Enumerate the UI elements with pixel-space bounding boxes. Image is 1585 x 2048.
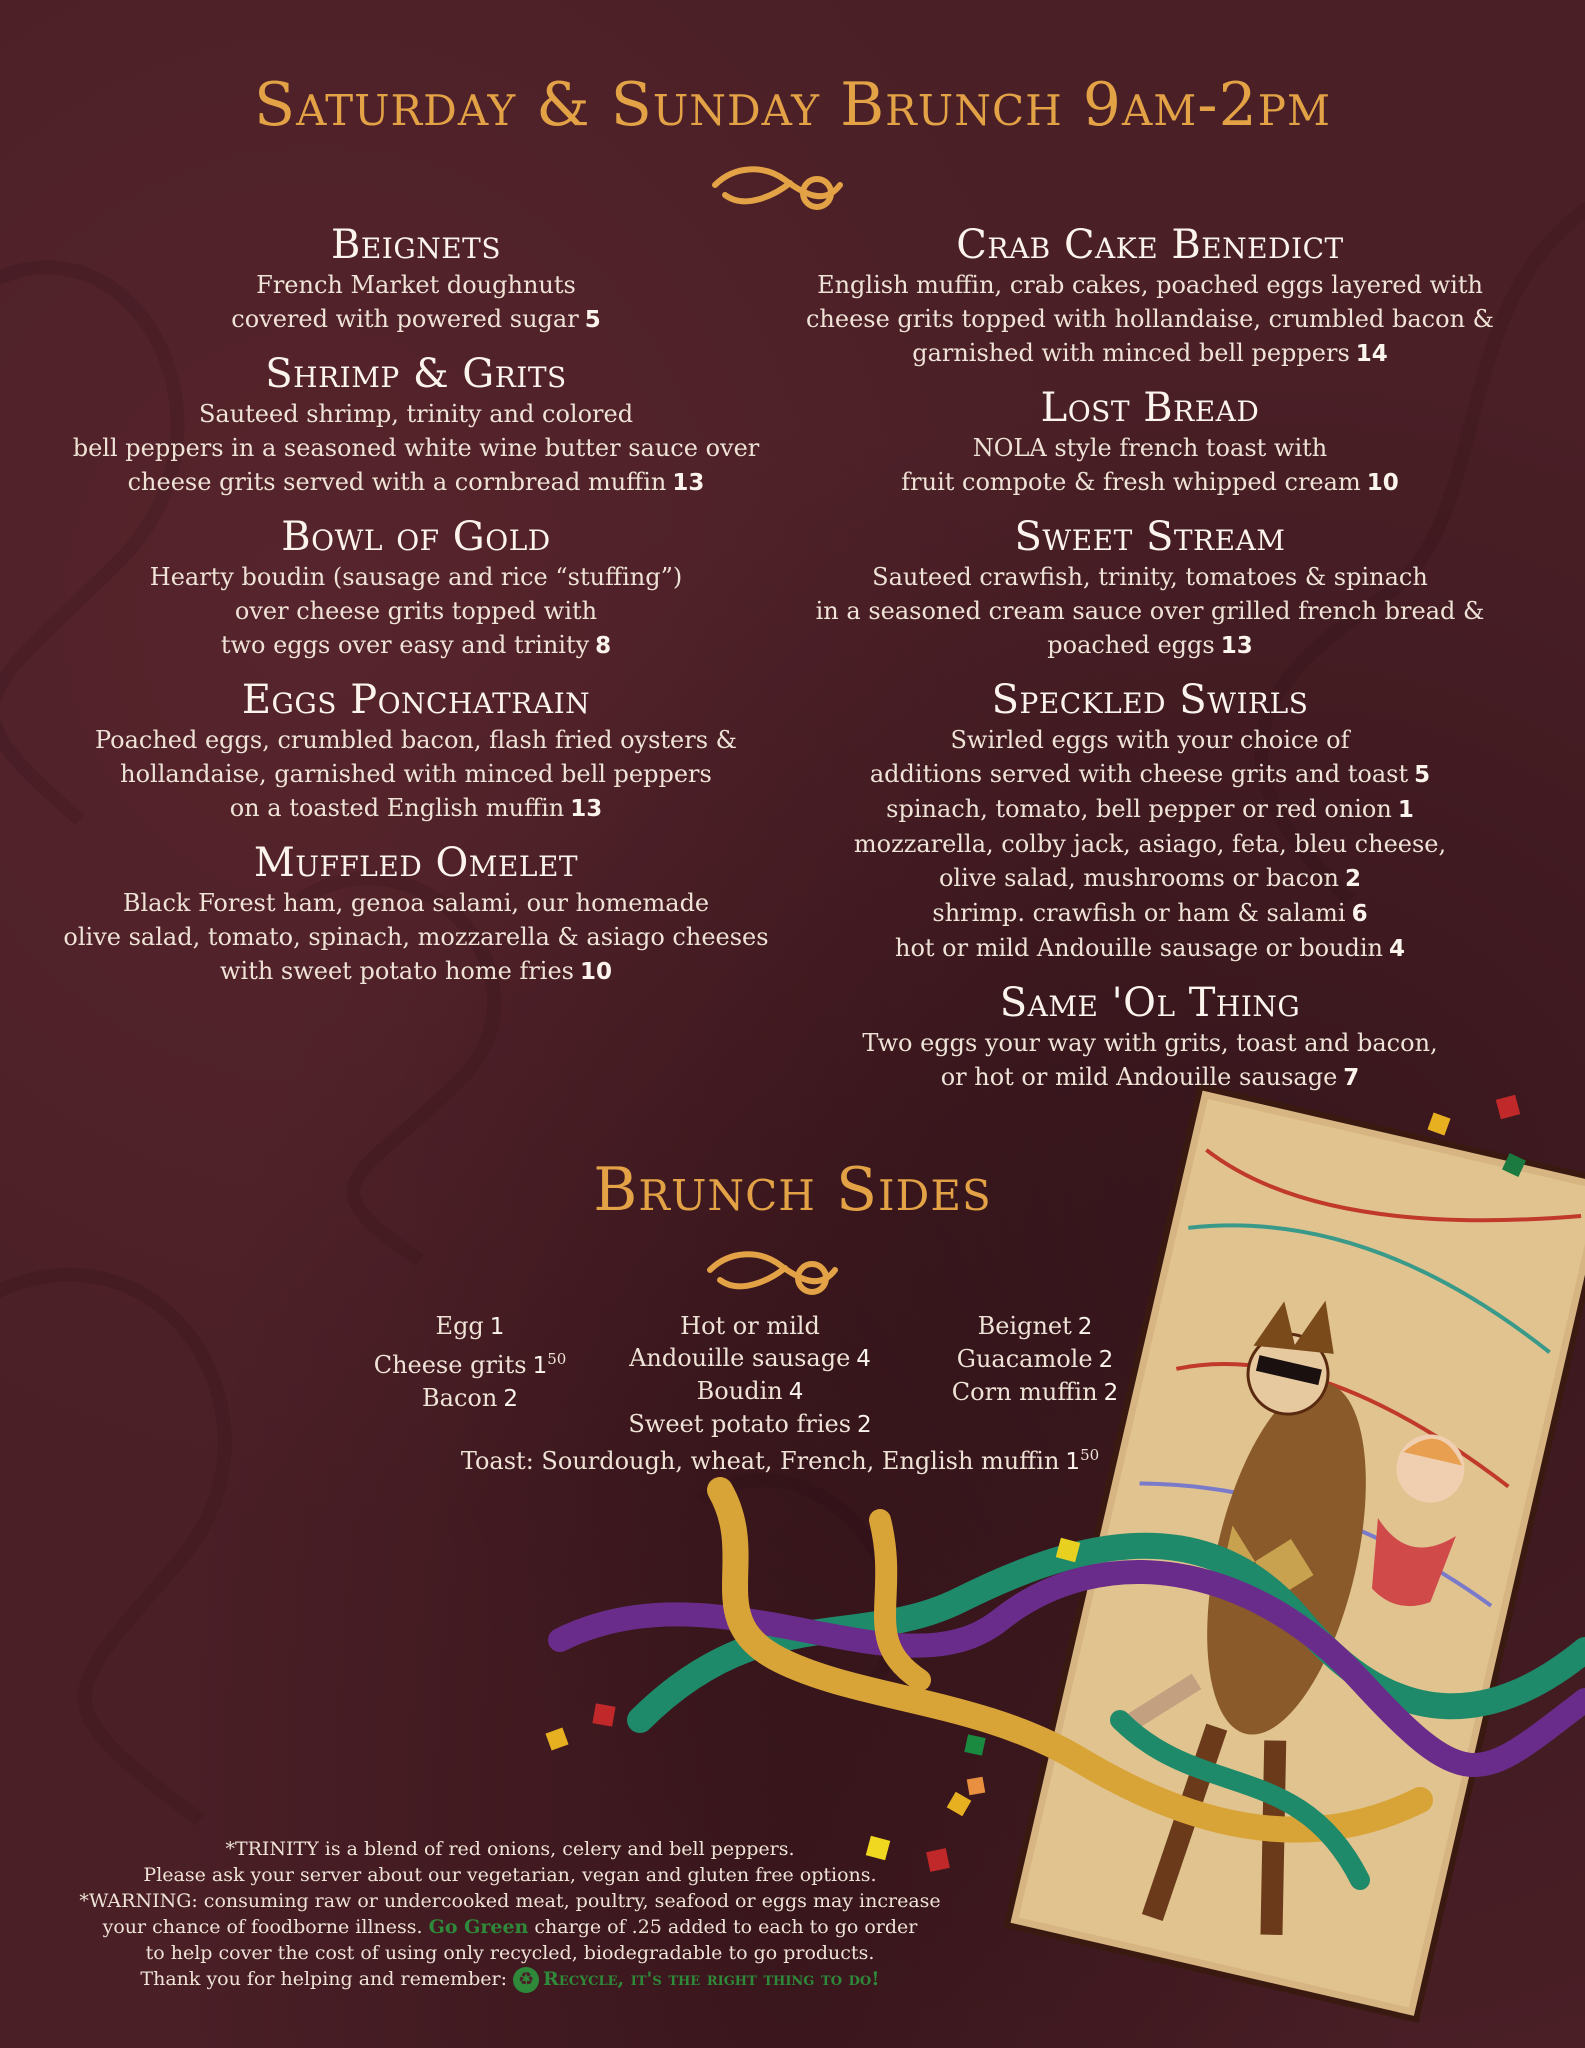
menu-item	[60, 351, 772, 500]
desc-line: in a seasoned cream sauce over grilled french bread &	[815, 597, 1485, 625]
sides-column-2	[610, 1310, 890, 1441]
desc-line: garnished with minced bell peppers	[912, 339, 1350, 367]
desc-line: NOLA style french toast with	[972, 434, 1328, 462]
item-name: Sweet Stream	[1014, 514, 1286, 560]
menu-item	[800, 385, 1500, 500]
item-description	[800, 268, 1500, 371]
side-price: 1	[532, 1353, 548, 1379]
item-price: 14	[1355, 341, 1388, 367]
item-description	[800, 723, 1500, 966]
recycle-slogan: Recycle, it's the right thing to do!	[543, 1968, 880, 1990]
item-price: 7	[1343, 1065, 1360, 1091]
desc-line: fruit compote & fresh whipped cream	[901, 468, 1361, 496]
item-price: 13	[672, 470, 705, 496]
desc-line: additions served with cheese grits and toast	[869, 760, 1409, 788]
desc-line: Sauteed crawfish, trinity, tomatoes & spinach	[872, 563, 1428, 591]
menu-item	[800, 980, 1500, 1095]
desc-line: Sauteed shrimp, trinity and colored	[198, 400, 634, 428]
sides-column-3	[930, 1310, 1140, 1409]
item-description	[60, 886, 772, 989]
side-item: Sweet potato fries	[628, 1410, 852, 1438]
desc-line: poached eggs	[1047, 631, 1215, 659]
sides-title: Brunch Sides	[593, 1155, 992, 1225]
desc-line: mozzarella, colby jack, asiago, feta, bleu cheese,	[853, 830, 1447, 858]
go-green-charge: charge of .25 added to each to go order	[534, 1916, 918, 1938]
item-name: Beignets	[330, 222, 502, 268]
flourish-ornament	[700, 1240, 855, 1305]
menu-item-speckled-swirls	[800, 677, 1500, 966]
item-price: 2	[1345, 866, 1362, 892]
side-price-cents: 50	[547, 1350, 567, 1368]
side-price: 2	[1103, 1380, 1119, 1406]
desc-line: hot or mild Andouille sausage or boudin	[895, 934, 1383, 962]
item-name: Muffled Omelet	[253, 840, 579, 886]
desc-line: over cheese grits topped with	[234, 597, 598, 625]
item-name: Crab Cake Benedict	[956, 222, 1344, 268]
side-item: Cheese grits	[373, 1351, 527, 1379]
item-name: Bowl of Gold	[281, 514, 551, 560]
footer-notes	[60, 1836, 960, 1993]
desc-line: Black Forest ham, genoa salami, our homemade	[122, 889, 710, 917]
desc-line: hollandaise, garnished with minced bell peppers	[120, 760, 712, 788]
item-price: 13	[570, 796, 603, 822]
item-name: Same 'Ol Thing	[999, 980, 1301, 1026]
item-description	[800, 431, 1500, 500]
item-price: 10	[1366, 470, 1399, 496]
menu-item	[60, 222, 772, 337]
item-name: Speckled Swirls	[991, 677, 1309, 723]
side-item: Boudin	[696, 1377, 783, 1405]
dietary-note: Please ask your server about our vegetarian, vegan and gluten free options.	[143, 1864, 877, 1886]
desc-line: on a toasted English muffin	[229, 794, 565, 822]
menu-item	[60, 677, 772, 826]
item-name: Shrimp & Grits	[265, 351, 567, 397]
desc-line: bell peppers in a seasoned white wine butter sauce over	[72, 434, 760, 462]
side-price: 4	[788, 1379, 804, 1405]
cover-note: to help cover the cost of using only recycled, biodegradable to go products.	[145, 1942, 875, 1964]
item-name: Eggs Ponchatrain	[241, 677, 591, 723]
side-price: 2	[857, 1412, 872, 1438]
item-description	[60, 397, 772, 500]
recycle-icon: ♻	[513, 1967, 539, 1993]
menu-item	[800, 222, 1500, 371]
sides-column-1	[370, 1310, 570, 1415]
desc-line: olive salad, tomato, spinach, mozzarella & asiago cheeses	[63, 923, 769, 951]
item-price: 4	[1388, 936, 1405, 962]
side-price: 2	[503, 1386, 518, 1412]
side-item: Hot or mild	[680, 1312, 820, 1340]
desc-line: cheese grits topped with hollandaise, crumbled bacon &	[805, 305, 1495, 333]
thanks-note: Thank you for helping and remember:	[140, 1968, 507, 1990]
desc-line: cheese grits served with a cornbread muffin	[127, 468, 667, 496]
side-item: Beignet	[977, 1312, 1072, 1340]
desc-line: Poached eggs, crumbled bacon, flash fried oysters &	[94, 726, 738, 754]
warning-note-cont: your chance of foodborne illness.	[102, 1916, 423, 1938]
toast-price-cents: 50	[1080, 1446, 1100, 1464]
desc-line: French Market doughnuts	[256, 271, 576, 299]
desc-line: shrimp. crawfish or ham & salami	[932, 899, 1346, 927]
desc-line: olive salad, mushrooms or bacon	[938, 864, 1340, 892]
desc-line: with sweet potato home fries	[219, 957, 574, 985]
desc-line: Swirled eggs with your choice of	[950, 726, 1350, 754]
menu-item	[60, 840, 772, 989]
side-price: 2	[1098, 1347, 1114, 1373]
side-item: Corn muffin	[951, 1378, 1098, 1406]
item-price: 5	[1414, 762, 1431, 788]
desc-line: or hot or mild Andouille sausage	[940, 1063, 1338, 1091]
desc-line: covered with powered sugar	[231, 305, 579, 333]
desc-line: Hearty boudin (sausage and rice “stuffing”)	[149, 563, 683, 591]
item-description	[60, 560, 772, 663]
side-item: Bacon	[422, 1384, 498, 1412]
menu-left-column	[60, 222, 772, 1003]
item-description	[800, 1026, 1500, 1095]
menu-right-column	[800, 222, 1500, 1109]
item-description	[60, 268, 772, 337]
side-price: 2	[1077, 1314, 1093, 1340]
item-price: 6	[1351, 901, 1368, 927]
toast-options	[420, 1446, 1140, 1475]
desc-line: two eggs over easy and trinity	[220, 631, 590, 659]
side-item: Guacamole	[956, 1345, 1093, 1373]
item-price: 8	[595, 633, 612, 659]
toast-price: 1	[1065, 1449, 1081, 1475]
desc-line: spinach, tomato, bell pepper or red onion	[886, 795, 1392, 823]
side-item: Egg	[435, 1312, 484, 1340]
go-green-label: Go Green	[428, 1916, 529, 1938]
warning-note: *WARNING: consuming raw or undercooked meat, poultry, seafood or eggs may increase	[79, 1890, 941, 1912]
desc-line: English muffin, crab cakes, poached eggs layered with	[817, 271, 1483, 299]
desc-line: Two eggs your way with grits, toast and bacon,	[862, 1029, 1438, 1057]
item-price: 1	[1397, 797, 1414, 823]
side-price: 4	[856, 1346, 871, 1372]
side-price: 1	[489, 1314, 505, 1340]
trinity-note: *TRINITY is a blend of red onions, celery and bell peppers.	[225, 1838, 795, 1860]
item-price: 5	[584, 307, 601, 333]
menu-item	[60, 514, 772, 663]
side-item: Andouille sausage	[629, 1344, 851, 1372]
item-description	[800, 560, 1500, 663]
menu-item	[800, 514, 1500, 663]
item-price: 10	[580, 959, 613, 985]
item-description	[60, 723, 772, 826]
page-title: Saturday & Sunday Brunch 9am-2pm	[253, 70, 1332, 140]
item-price: 13	[1220, 633, 1253, 659]
item-name: Lost Bread	[1040, 385, 1260, 431]
flourish-ornament	[705, 155, 860, 220]
toast-text: Toast: Sourdough, wheat, French, English muffin	[460, 1447, 1060, 1475]
